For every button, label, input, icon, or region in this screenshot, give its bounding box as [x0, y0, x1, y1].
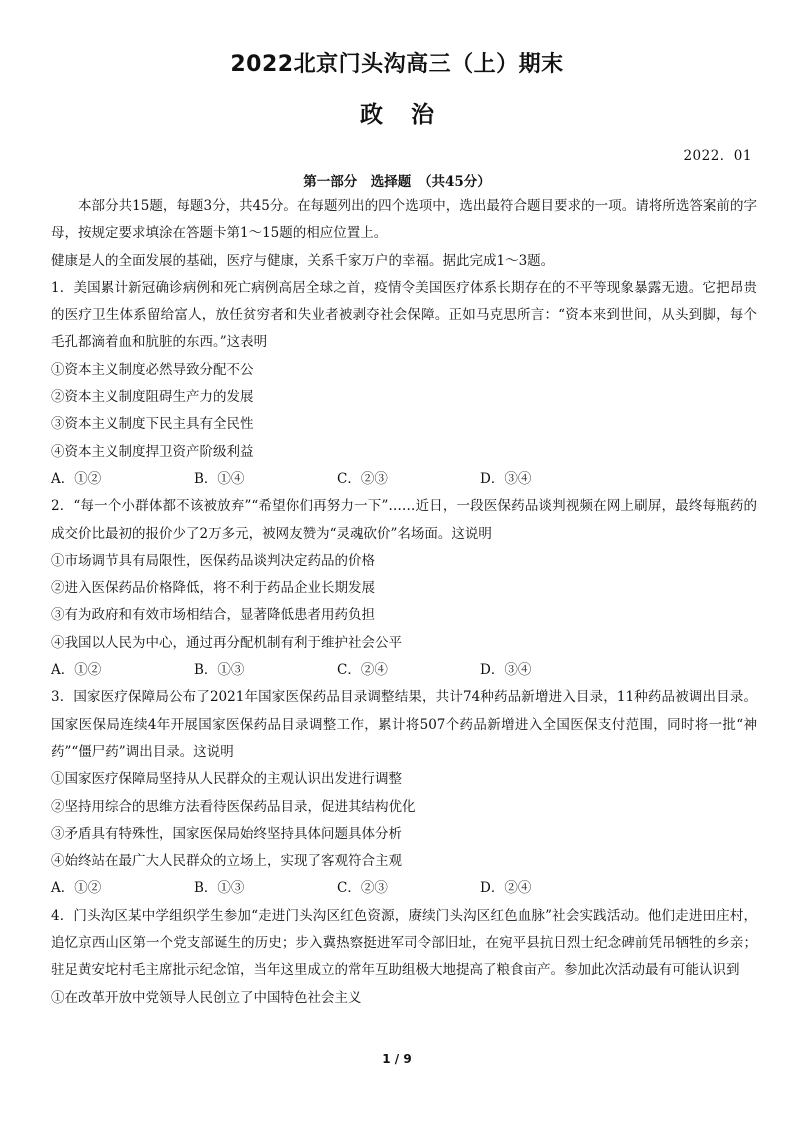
question-2-item: ②进入医保药品价格降低，将不利于药品企业长期发展 — [51, 580, 375, 597]
question-1-item: ②资本主义制度阻碍生产力的发展 — [51, 389, 254, 406]
exam-title: 2022北京门头沟高三（上）期末 — [230, 52, 564, 77]
section-instructions: 本部分共15题，每题3分，共45分。在每题列出的四个选项中，选出最符合题目要求的一项。请将所选答案前的字母，按规定要求填涂在答题卡第1～15题的相应位置上。 — [51, 198, 757, 242]
question-2-item: ③有为政府和有效市场相结合，显著降低患者用药负担 — [51, 607, 375, 624]
option-d: D．②④ — [480, 880, 532, 897]
question-1-stem: 1．美国累计新冠确诊病例和死亡病例高居全球之首，疫情令美国医疗体系长期存在的不平等现象暴露无遗。它把昂贵的医疗卫生体系留给富人，放任贫穷者和失业者被剥夺社会保障。正如马克思所言：“资本来到世间，从头到脚，每个毛孔都滴着血和肮脏的东西。”这表明 — [51, 279, 757, 351]
question-2-options — [51, 657, 757, 684]
option-c: C．②④ — [337, 662, 388, 679]
subject-title: 政治 — [360, 102, 462, 128]
question-body — [51, 193, 757, 1012]
context-intro: 健康是人的全面发展的基础，医疗与健康，关系千家万户的幸福。据此完成1～3题。 — [51, 252, 555, 269]
option-b: B．①④ — [194, 470, 245, 487]
question-2-item: ④我国以人民为中心，通过再分配机制有利于维护社会公平 — [51, 634, 402, 651]
question-3-options — [51, 875, 757, 902]
question-2-item: ①市场调节具有局限性，医保药品谈判决定药品的价格 — [51, 552, 375, 569]
question-3-item: ①国家医疗保障局坚持从人民群众的主观认识出发进行调整 — [51, 771, 402, 788]
option-b: B．①③ — [194, 662, 245, 679]
page-number: 1 / 9 — [382, 1052, 412, 1066]
question-4-item: ①在改革开放中党领导人民创立了中国特色社会主义 — [51, 989, 362, 1006]
question-2-stem: 2．“每一个小群体都不该被放弃”“希望你们再努力一下”……近日，一段医保药品谈判视频在网上刷屏，最终每瓶药的成交价比最初的报价少了2万多元，被网友赞为“灵魂砍价”名场面。这说明 — [51, 498, 757, 542]
option-a: A．①② — [51, 470, 102, 487]
question-1-item: ①资本主义制度必然导致分配不公 — [51, 361, 254, 378]
question-3-item: ②坚持用综合的思维方法看待医保药品目录，促进其结构优化 — [51, 798, 416, 815]
option-a: A．①② — [51, 662, 102, 679]
question-1-item: ③资本主义制度下民主具有全民性 — [51, 416, 254, 433]
option-c: C．②③ — [337, 470, 388, 487]
option-d: D．③④ — [480, 470, 532, 487]
exam-date: 2022．01 — [683, 148, 752, 164]
question-3-item: ③矛盾具有特殊性，国家医保局始终坚持具体问题具体分析 — [51, 825, 402, 842]
question-3-stem: 3．国家医疗保障局公布了2021年国家医保药品目录调整结果，共计74种药品新增进入目录，11种药品被调出目录。国家医保局连续4年开展国家医保药品目录调整工作，累计将507个药品新增进入全国医保支付范围，同时将一批“神药”“僵尸药”调出目录。这说明 — [51, 689, 757, 760]
question-1-item: ④资本主义制度捍卫资产阶级利益 — [51, 443, 254, 460]
option-c: C．②③ — [337, 880, 388, 897]
option-b: B．①③ — [194, 880, 245, 897]
question-3-item: ④始终站在最广大人民群众的立场上，实现了客观符合主观 — [51, 853, 402, 870]
section-title: 第一部分 选择题 （共45分） — [303, 174, 491, 190]
option-d: D．③④ — [480, 662, 532, 679]
question-1-options — [51, 466, 757, 493]
option-a: A．①② — [51, 880, 102, 897]
question-4-stem: 4．门头沟区某中学组织学生参加“走进门头沟区红色资源，赓续门头沟区红色血脉”社会实践活动。他们走进田庄村，追忆京西山区第一个党支部诞生的历史；步入冀热察挺进军司令部旧址，在宛平县抗日烈士纪念碑前凭吊牺牲的乡亲；驻足黄安坨村毛主席批示纪念馆，当年这里成立的常年互助组极大地提高了粮食亩产。参加此次活动最有可能认识到 — [51, 907, 757, 979]
